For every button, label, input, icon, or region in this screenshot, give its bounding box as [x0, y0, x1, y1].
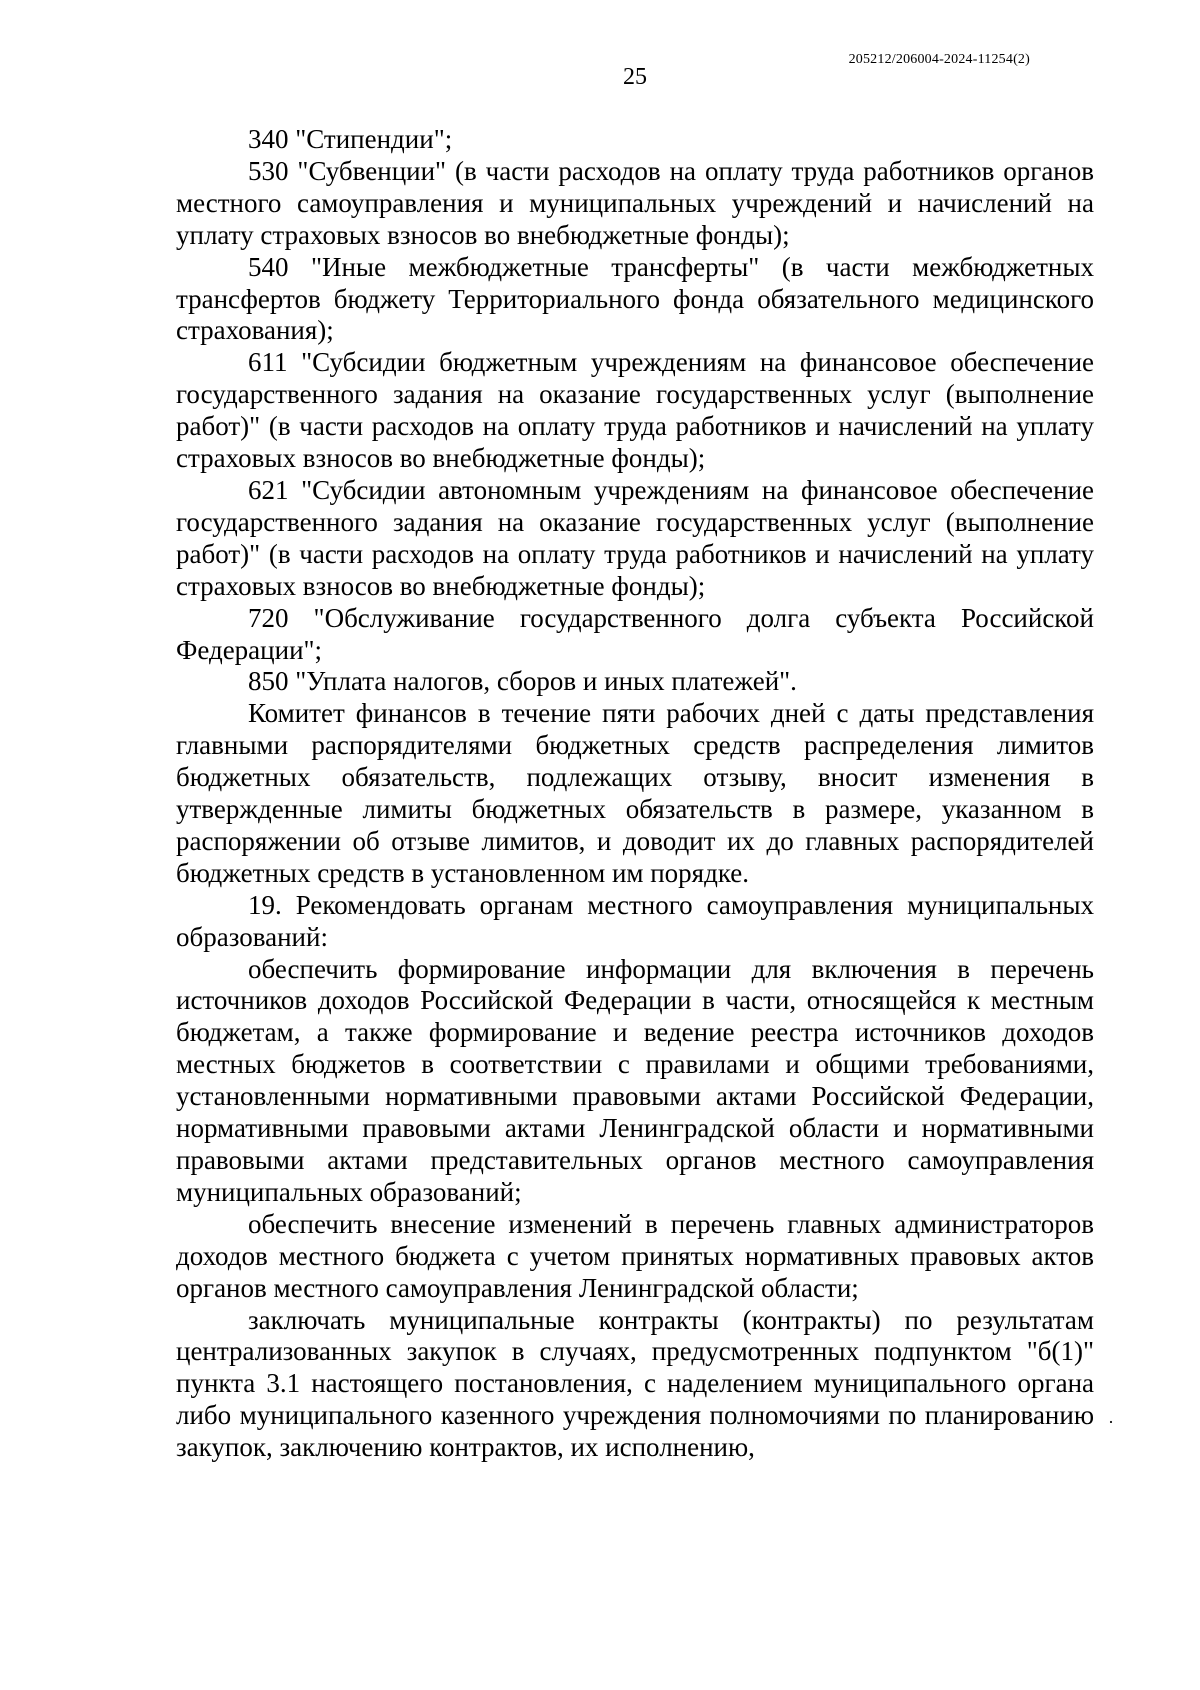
paragraph-611-subsidies-budget: 611 "Субсидии бюджетным учреждениям на финансовое обеспечение государственного задания на оказание государственных услуг (выполнение работ)" (в части расходов на оплату труда работников и начислений на уплату страховых взносов во внебюджетные фонды); [176, 347, 1094, 474]
paragraph-revenue-sources: обеспечить формирование информации для включения в перечень источников доходов Российской Федерации в части, относящейся к местным бюджетам, а также формирование и ведение реестра источников доходов местных бюджетов в соответствии с правилами и общими требованиями, установленными нормативными правовыми актами Российской Федерации, нормативными правовыми актами Ленинградской области и нормативными правовыми актами представительных органов местного самоуправления муниципальных образований; [176, 953, 1094, 1207]
paragraph-540-transfers: 540 "Иные межбюджетные трансферты" (в части межбюджетных трансфертов бюджету Территориального фонда обязательного медицинского страхования); [176, 251, 1094, 346]
page-number: 25 [623, 64, 647, 90]
paragraph-municipal-contracts: заключать муниципальные контракты (контракты) по результатам централизованных закупок в случаях, предусмотренных подпунктом "б(1)" пункта 3.1 настоящего постановления, с наделением муниципального органа либо муниципального казенного учреждения полномочиями по планированию закупок, заключению контрактов, их исполнению, [176, 1304, 1094, 1463]
paragraph-530-subventions: 530 "Субвенции" (в части расходов на оплату труда работников органов местного самоуправления и муниципальных учреждений и начислений на уплату страховых взносов во внебюджетные фонды); [176, 155, 1094, 250]
paragraph-621-subsidies-autonomous: 621 "Субсидии автономным учреждениям на финансовое обеспечение государственного задания на оказание государственных услуг (выполнение работ)" (в части расходов на оплату труда работников и начислений на уплату страховых взносов во внебюджетные фонды); [176, 474, 1094, 601]
paragraph-finance-committee: Комитет финансов в течение пяти рабочих дней с даты представления главными распорядителями бюджетных средств распределения лимитов бюджетных обязательств, подлежащих отзыву, вносит изменения в утвержденные лимиты бюджетных обязательств в размере, указанном в распоряжении об отзыве лимитов, и доводит их до главных распорядителей бюджетных средств в установленном им порядке. [176, 698, 1094, 888]
document-code: 205212/206004-2024-11254(2) [848, 52, 1030, 67]
paragraph-340-stipends: 340 "Стипендии"; [248, 124, 453, 154]
paragraph-850-taxes: 850 "Уплата налогов, сборов и иных платежей". [248, 666, 797, 697]
paragraph-720-debt-service: 720 "Обслуживание государственного долга субъекта Российской Федерации"; [176, 602, 1094, 665]
paragraph-19-recommendation: 19. Рекомендовать органам местного самоуправления муниципальных образований: [176, 889, 1094, 952]
paragraph-administrators-list: обеспечить внесение изменений в перечень главных администраторов доходов местного бюджета с учетом принятых нормативных правовых актов органов местного самоуправления Ленинградской области; [176, 1208, 1094, 1303]
margin-mark: · [1108, 1412, 1114, 1432]
document-body [176, 124, 1094, 1464]
